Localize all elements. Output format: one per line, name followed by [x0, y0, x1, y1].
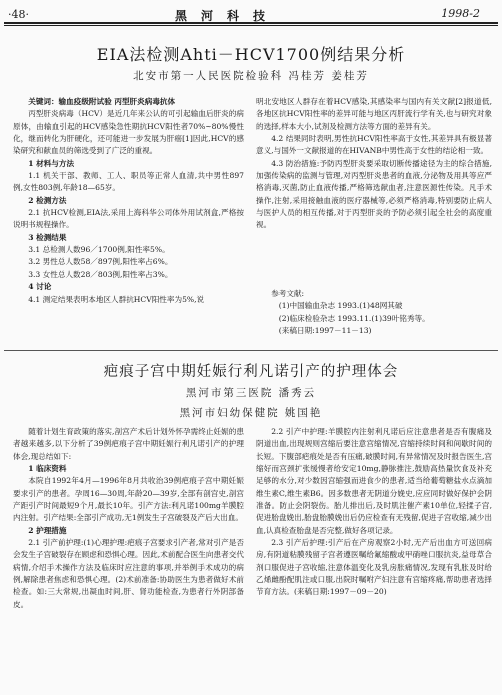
article-divider: [4, 350, 498, 351]
paragraph: 2.2 引产中护理:羊膜腔内注射利凡诺后应注意患者是否有腹痛及阴道出血,出现规则宫缩后要注意宫缩情况,宫缩持续时间和间歇时间的长短。下腹部疤痕处是否有压痛,破膜时间,有异常情况及时报告医生,宫缩好而宫颈扩张缓慢者给安定10mg,静脉推注,鼓励高热量饮食及补充足够的水分,对少数因宫缩强而进食少的患者,适当给葡萄糖盐水点滴加维生素C,维生素B6。因多数患者无阴道分娩史,应应同时做好保护会阴准备。防止会阴裂伤。胎儿排出后,及时肌注催产素10单位,轻揉子宫,促进胎盘娩出,胎盘胎膜娩出后仍应检查有无残留,促进子宫收缩,减少出血,认真检查胎盘是否完整,做好各项记录。: [256, 427, 492, 535]
article2-title: 疤痕子宫中期妊娠行利凡诺引产的护理体会: [103, 364, 399, 380]
header-rule-thin: [4, 25, 498, 26]
section-heading: 3 检测结果: [28, 232, 67, 242]
article2-right-column: [256, 426, 492, 599]
paragraph: 3.3 女性总人数28／803例,阳性率占3%。: [28, 269, 173, 279]
article1-authors: 北安市第一人民医院检验科 冯桂芳 姜桂芳: [133, 70, 369, 82]
paragraph: 1.1 机关干部、教师、工人、职员等正常人血清,共中男性897例,女性803例,年龄18—65岁。: [13, 171, 244, 193]
paragraph: 4.1 测定结果表明本地区人群抗HCV阳性率为5%,说: [28, 294, 205, 304]
journal-name: 黑河科技: [175, 9, 280, 23]
references-title: 参考文献:: [271, 289, 305, 298]
reference-item: (2)临床检验杂志 1993.11.(1)39叶铭秀等。: [278, 313, 430, 323]
paragraph: 丙型肝炎病毒（HCV）是近几年来公认的可引起输血后肝炎的病原体，由输血引起的HCV感染急性期抗HCV阳性者70%~80%慢性化，继而转化为肝硬化，还可能进一步发展为肝癌[1]因此,HCV的感染研究和献血员的筛选受到了广泛的重视。: [13, 109, 244, 156]
paragraph: 3.1 总检测人数96／1700例,阳性率5%。: [28, 245, 170, 255]
header-rule: [4, 22, 498, 24]
article1-right-column: [256, 96, 492, 232]
page-number: ·48·: [8, 8, 29, 21]
section-heading: 2 检测方法: [28, 195, 67, 205]
section-heading: 1 临床资料: [28, 464, 67, 474]
paragraph: 本院自1992年4月—1996年8月共收治39例疤痕子宫中期妊娠要求引产的患者。孕周16—30周,年龄20—39岁,全部有剖宫史,剖宫产距引产时间最短9个月,最长10年。引产方法:利凡诺100mg羊膜腔内注射。引产结果:全部引产成功,无1例发生子宫破裂及产后大出血。: [13, 476, 244, 523]
paragraph: 2.1 引产前护理:(1)心理护理:疤痕子宫要求引产者,常对引产是否会发生子宫破裂存在顾虑和恐惧心理。因此,术前配合医生向患者交代病情,介绍手术操作方法及临床时应注意的事项,并举例手术成功的病例,解除患者焦虑和恐惧心理。(2)术前准备:协助医生为患者做好术前检查。如:三大常规,出凝血时间,肝、肾功能检查,为患者行外阴部备皮。: [13, 538, 244, 609]
paragraph: 随着计划生育政策的落实,剖宫产术后计划外怀孕需终止妊娠的患者越来越多,以下分析了39例疤痕子宫中期妊娠行利凡诺引产的护理体会,现总结如下:: [13, 427, 244, 461]
section-heading: 2 护理措施: [28, 525, 67, 535]
article1-title: EIA法检测Ahti－HCV1700例结果分析: [96, 45, 406, 64]
article2-authors-2: 黑河市妇幼保健院 姚国艳: [179, 407, 323, 419]
paragraph: 3.2 男性总人数58／897例,阳性率占6%。: [28, 257, 173, 267]
article1-references: [256, 288, 492, 337]
article2-left-column: [13, 426, 244, 611]
paragraph: 明北安地区人群存在着HCV感染,其感染率与国内有关文献[2]报道低,各地区抗HCV阳性率的差异可能与地区丙肝流行学有关,也与研究对象的选择,样本大小,试剂及检测方法等方面的差异有关。: [256, 97, 492, 131]
paragraph: 2.1 抗HCV检测,EIA法,采用上海科华公司体外用试剂盒,严格按说明书规程操作。: [13, 208, 244, 230]
article1-left-column: [13, 96, 244, 306]
section-heading: 1 材料与方法: [28, 158, 75, 168]
received-date: (来稿日期:1997－11－13): [278, 326, 372, 336]
reference-item: (1)中国输血杂志 1993.(1)48网其破: [278, 301, 403, 311]
issue-number: 1998-2: [441, 7, 480, 20]
paragraph: 4.2 结果同时表明,男性抗HCV阳性率高于女性,其差异具有极显著意义,与国外一文献报道的在HIVANB中男性高于女性的结论相一致。: [256, 134, 492, 156]
section-heading: 关键词：输血疫级附试验 丙型肝炎病毒抗体: [28, 97, 176, 106]
section-heading: 4 讨论: [28, 282, 52, 292]
article2-authors-1: 黑河市第三医院 潘秀云: [185, 387, 317, 399]
paragraph: 2.3 引产后护理:引产后在产房观察2小时,无产后出血方可送回病房,有阴道粘膜残留子宫者遵医嘱给氟缩酸或甲硝唑口服抗炎,益母草合剂口服促进子宫收缩,注意体温变化及乳房胀痛情况,发现有乳胀及时给乙烯雌酚配肌注或口服,出院时嘱咐产妇注意有宫缩疼痛,帮助患者选择节育方法。(来稿日期:1997－09－20): [256, 538, 492, 597]
paragraph: 4.3 防治措施:予防丙型肝炎要采取切断传播途径为主的综合措施,加强传染病的监测与管理,对丙型肝炎患者的血液,分泌物及用具等应严格消毒,灭菌,防止血液传播,严格筛选献血者,注意医源性传染。凡手术操作,注射,采用接触血液的医疗器械等,必须严格消毒,特别要防止病人与医护人员的相互传播,对于丙型肝炎的予防必须引起全社会的高度重视。: [256, 158, 492, 230]
